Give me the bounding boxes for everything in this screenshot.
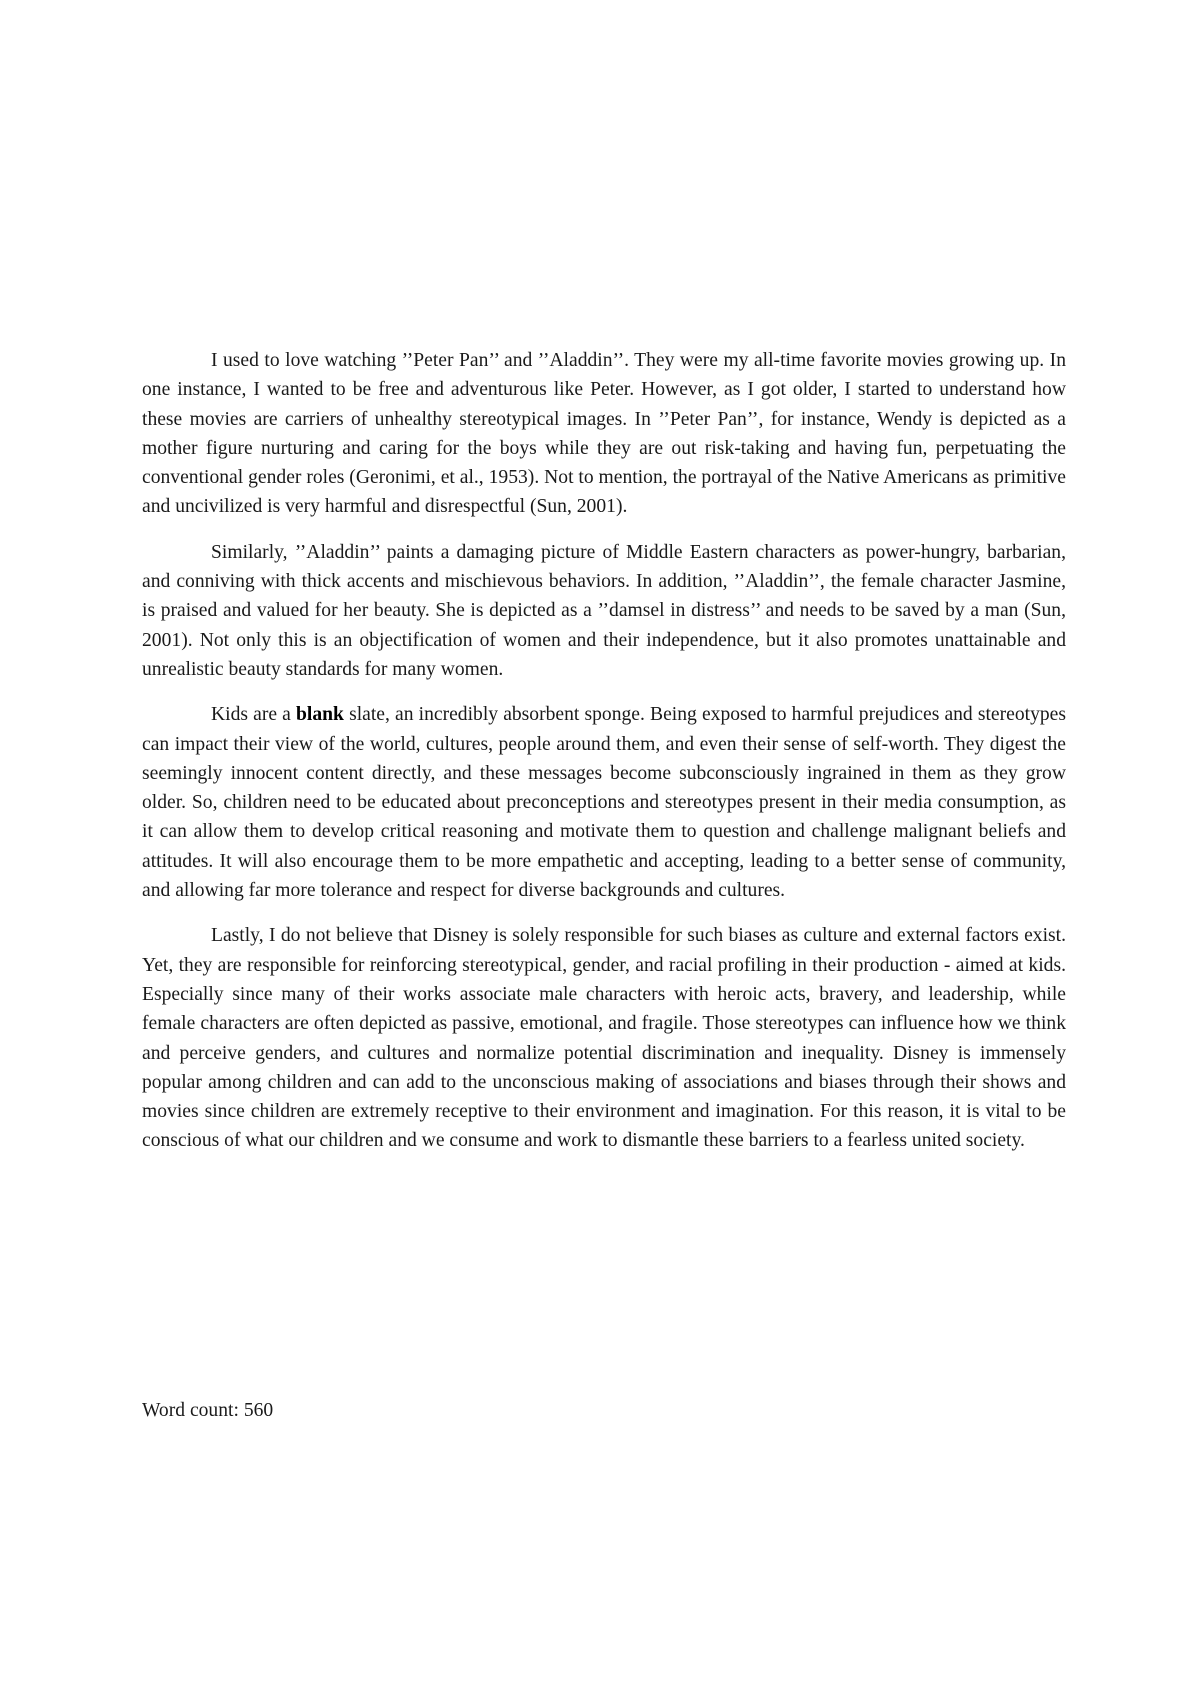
paragraph-1-text: I used to love watching ’’Peter Pan’’ and ’’Aladdin’’. They were my all-time favorite movies growing up. In one instance, I wanted to be free and adventurous like Peter. However, as I got older, I started to understand how these movies are carriers of unhealthy stereotypical images. In ’’Peter Pan’’, for instance, Wendy is depicted as a mother figure nurturing and caring for the boys while they are out risk-taking and having fun, perpetuating the conventional gender roles (Geronimi, et al., 1953). Not to mention, the portrayal of the Native Americans as primitive and uncivilized is very harmful and disrespectful (Sun, 2001). xyxy=(142,350,1066,518)
paragraph-2-text: Similarly, ’’Aladdin’’ paints a damaging picture of Middle Eastern characters as power-hungry, barbarian, and conniving with thick accents and mischievous behaviors. In addition, ’’Aladdin’’, the female character Jasmine, is praised and valued for her beauty. She is depicted as a ’’damsel in distress’’ and needs to be saved by a man (Sun, 2001). Not only this is an objectification of women and their independence, but it also promotes unattainable and unrealistic beauty standards for many women. xyxy=(142,541,1066,680)
paragraph-3-text-start: Kids are a xyxy=(211,704,297,726)
paragraph-1 xyxy=(142,346,1066,522)
paragraph-3 xyxy=(142,700,1066,905)
paragraph-4 xyxy=(142,921,1066,1155)
word-count: Word count: 560 xyxy=(142,1400,274,1421)
paragraph-3-text-rest: slate, an incredibly absorbent sponge. Being exposed to harmful prejudices and stereotypes can impact their view of the world, cultures, people around them, and even their sense of self-worth. They digest the seemingly innocent content directly, and these messages become subconsciously ingrained in them as they grow older. So, children need to be educated about preconceptions and stereotypes present in their media consumption, as it can allow them to develop critical reasoning and motivate them to question and challenge malignant beliefs and attitudes. It will also encourage them to be more empathetic and accepting, leading to a better sense of community, and allowing far more tolerance and respect for diverse backgrounds and cultures. xyxy=(142,704,1067,902)
paragraph-4-text: Lastly, I do not believe that Disney is solely responsible for such biases as culture and external factors exist. Yet, they are responsible for reinforcing stereotypical, gender, and racial profiling in their production - aimed at kids. Especially since many of their works associate male characters with heroic acts, bravery, and leadership, while female characters are often depicted as passive, emotional, and fragile. Those stereotypes can influence how we think and perceive genders, and cultures and normalize potential discrimination and inequality. Disney is immensely popular among children and can add to the unconscious making of associations and biases through their shows and movies since children are extremely receptive to their environment and imagination. For this reason, it is vital to be conscious of what our children and we consume and work to dismantle these barriers to a fearless united society. xyxy=(142,925,1066,1152)
paragraph-2 xyxy=(142,538,1066,684)
document-body xyxy=(142,346,1066,1172)
bold-word-blank: blank xyxy=(296,704,344,726)
